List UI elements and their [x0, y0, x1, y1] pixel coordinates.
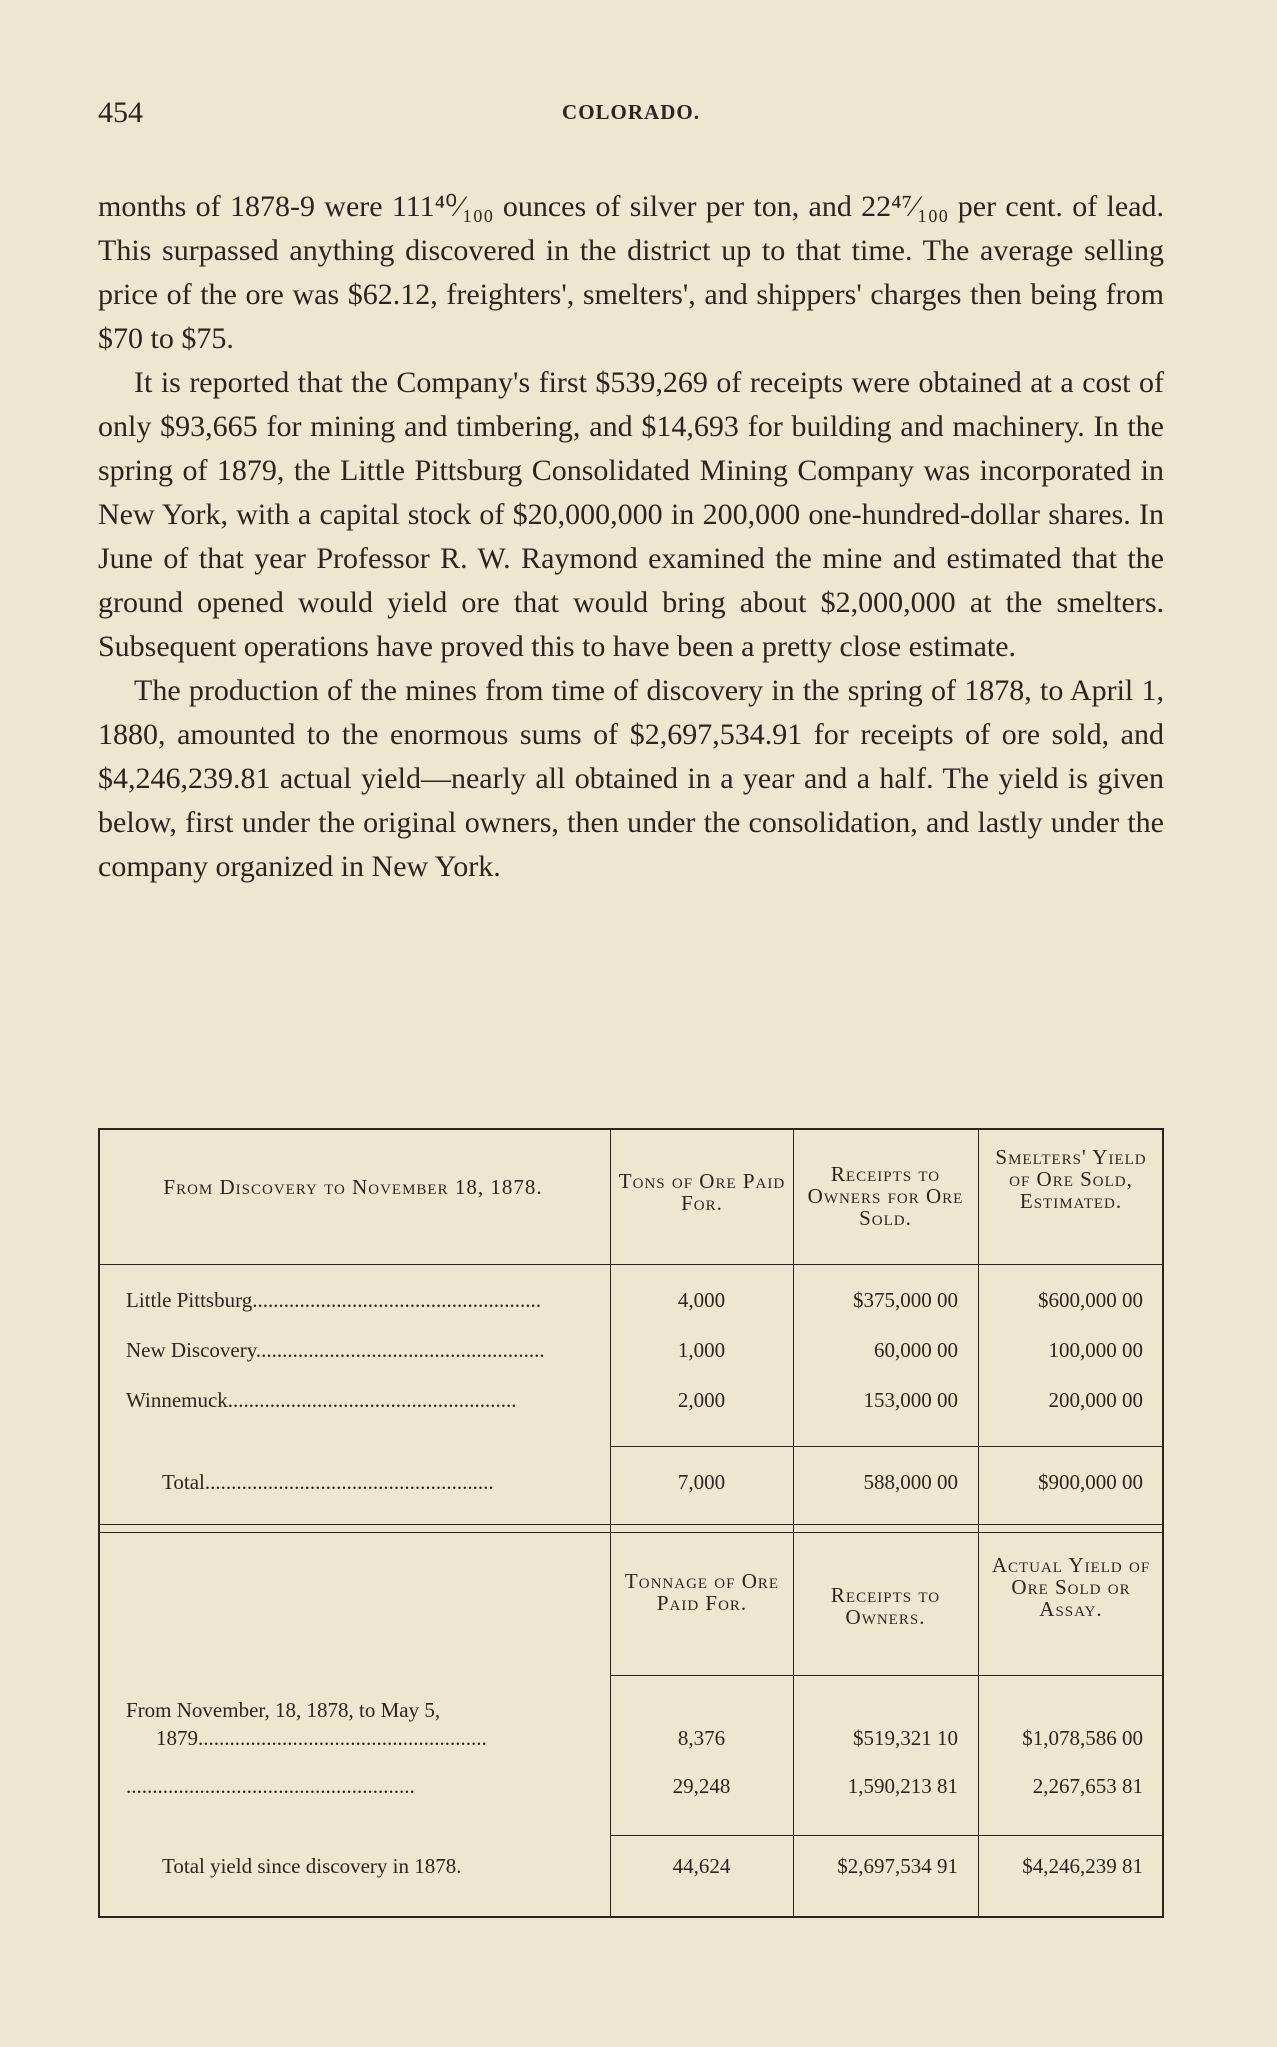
- total-tons: 7,000: [677, 1470, 726, 1494]
- body-text: [98, 185, 1164, 889]
- t2-header-yield: Actual Yield of Ore Sold or Assay.: [991, 1553, 1151, 1621]
- total-yield: $900,000 00: [1038, 1470, 1143, 1494]
- row-label: Little Pittsburg: [126, 1288, 253, 1312]
- row-label-cont: 1879: [156, 1726, 198, 1750]
- paragraph-1: months of 1878-9 were 111⁴⁰⁄₁₀₀ ounces of silver per ton, and 22⁴⁷⁄₁₀₀ per cent. of lead. This surpassed anything discovered in the district up to that time. The average selling price of the ore was $62.12, freighters', smelters', and shippers' charges then being from $70 to $75.: [98, 190, 1164, 355]
- t2-header-receipts: Receipts to Owners.: [830, 1583, 941, 1629]
- table-row: New Discovery.......................................................: [126, 1338, 545, 1362]
- t2-header-tons: Tonnage of Ore Paid For.: [624, 1569, 780, 1615]
- tons-cell: 1,000: [677, 1338, 726, 1362]
- tons-cell: 29,248: [672, 1774, 731, 1798]
- total-yield: $4,246,239 81: [1022, 1854, 1143, 1878]
- yield-cell: 100,000 00: [1048, 1338, 1143, 1362]
- table-row: .......................................................: [126, 1774, 415, 1798]
- page-number: 454: [98, 96, 143, 129]
- t1-header-yield: Smelters' Yield of Ore Sold, Estimated.: [995, 1145, 1147, 1213]
- t1-total-rule: [610, 1446, 1164, 1447]
- t1-header-receipts: Receipts to Owners for Ore Sold.: [807, 1162, 964, 1230]
- receipts-cell: 153,000 00: [863, 1388, 958, 1412]
- yield-cell: $1,078,586 00: [1022, 1726, 1143, 1750]
- table-top-rule: [98, 1128, 1164, 1130]
- row-label: Winnemuck: [126, 1388, 228, 1412]
- t1-header-tons: Tons of Ore Paid For.: [618, 1169, 786, 1215]
- total-receipts: $2,697,534 91: [837, 1854, 958, 1878]
- table-row: Winnemuck.......................................................: [126, 1388, 517, 1412]
- row-label: From November, 18, 1878, to May 5,: [126, 1698, 441, 1722]
- receipts-cell: 60,000 00: [874, 1338, 958, 1362]
- yield-cell: 2,267,653 81: [1032, 1774, 1143, 1798]
- tons-cell: 4,000: [677, 1288, 726, 1312]
- tons-cell: 8,376: [677, 1726, 726, 1750]
- yield-cell: $600,000 00: [1038, 1288, 1143, 1312]
- table-row: From November, 18, 1878, to May 5, 1879.......................................................: [126, 1696, 606, 1752]
- yield-cell: 200,000 00: [1048, 1388, 1143, 1412]
- t1-end-rule-b: [98, 1532, 1164, 1533]
- t1-end-rule-a: [98, 1524, 1164, 1525]
- total-row: [162, 1852, 606, 1880]
- col-rule-2: [793, 1128, 794, 1918]
- receipts-cell: $375,000 00: [853, 1288, 958, 1312]
- t2-total-rule: [610, 1835, 1164, 1836]
- receipts-cell: 1,590,213 81: [847, 1774, 958, 1798]
- total-label: Total yield since discovery in 1878.: [162, 1854, 462, 1878]
- t1-header-period: From Discovery to November 18, 1878.: [163, 1175, 543, 1199]
- col-rule-3: [978, 1128, 979, 1918]
- tons-cell: 2,000: [677, 1388, 726, 1412]
- production-table: [98, 1128, 1164, 1918]
- running-title: COLORADO.: [562, 100, 700, 124]
- total-row: Total.......................................................: [162, 1470, 494, 1494]
- table-bottom-rule: [98, 1916, 1164, 1918]
- total-tons: 44,624: [672, 1854, 731, 1878]
- page-header: [98, 96, 1164, 136]
- paragraph-2: It is reported that the Company's first $539,269 of receipts were obtained at a cost of only $93,665 for mining and timbering, and $14,693 for building and machinery. In the spring of 1879, the Little Pittsburg Consolidated Mining Company was incorporated in New York, with a capital stock of $20,000,000 in 200,000 one-hundred-dollar shares. In June of that year Professor R. W. Raymond examined the mine and estimated that the ground opened would yield ore that would bring about $2,000,000 at the smelters. Subsequent operations have proved this to have been a pretty close estimate.: [98, 366, 1164, 663]
- row-label: New Discovery: [126, 1338, 256, 1362]
- total-receipts: 588,000 00: [863, 1470, 958, 1494]
- t1-header-rule: [98, 1264, 1164, 1265]
- paragraph-3: The production of the mines from time of discovery in the spring of 1878, to April 1, 1880, amounted to the enormous sums of $2,697,534.91 for receipts of ore sold, and $4,246,239.81 actual yield—nearly all obtained in a year and a half. The yield is given below, first under the original owners, then under the consolidation, and lastly under the company organized in New York.: [98, 674, 1164, 883]
- table-right-rule: [1162, 1128, 1164, 1918]
- table-left-rule: [98, 1128, 100, 1918]
- total-label: Total: [162, 1470, 205, 1494]
- receipts-cell: $519,321 10: [853, 1726, 958, 1750]
- table-row: Little Pittsburg.......................................................: [126, 1288, 541, 1312]
- t2-header-rule: [610, 1675, 1164, 1676]
